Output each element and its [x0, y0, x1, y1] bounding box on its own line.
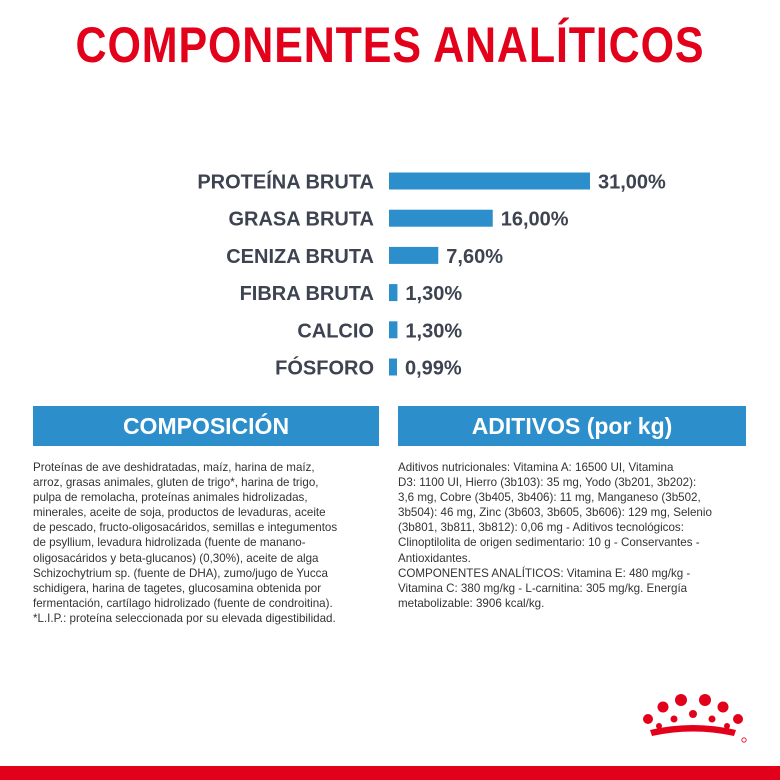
bar [389, 321, 397, 338]
value-label: 7,60% [446, 245, 503, 268]
value-label: 0,99% [405, 357, 462, 380]
category-label: CALCIO [297, 320, 374, 343]
aditivos-text [398, 460, 748, 611]
aditivos-header [398, 406, 746, 446]
category-label: PROTEÍNA BRUTA [197, 171, 374, 194]
aditivos-line: 3b504): 46 mg, Zinc (3b603, 3b605, 3b606): 129 mg, Selenio [398, 506, 712, 520]
category-label: GRASA BRUTA [228, 208, 374, 231]
aditivos-line: Vitamina C: 380 mg/kg - L-carnitina: 305 mg/kg. Energía [398, 581, 688, 595]
value-label: 1,30% [405, 283, 463, 306]
aditivos-line: Aditivos nutricionales: Vitamina A: 16500 UI, Vitamina [398, 461, 674, 474]
category-label: CENIZA BRUTA [226, 245, 374, 268]
value-label: 31,00% [598, 171, 666, 194]
bar [389, 173, 590, 190]
aditivos-line: COMPONENTES ANALÍTICOS: Vitamina E: 480 mg/kg - [398, 566, 691, 580]
composicion-line: minerales, aceite de soja, productos de levaduras, aceite [33, 506, 326, 520]
value-label: 16,00% [500, 208, 569, 231]
category-label: FIBRA BRUTA [239, 283, 374, 306]
composicion-line: schidigera, harina de tagetes, glucosamina obtenida por [33, 581, 322, 595]
nutrient-bar-chart [0, 160, 780, 390]
bar [389, 247, 438, 264]
aditivos-line: (3b801, 3b811, 3b812): 0,06 mg - Aditivos tecnológicos: [398, 521, 684, 535]
composicion-line: pulpa de remolacha, proteínas animales hidrolizadas, [33, 491, 308, 505]
category-label: FÓSFORO [275, 357, 374, 380]
composicion-line: Schizochytrium sp. (fuente de DHA), zumo/jugo de Yucca [33, 566, 328, 580]
bar [389, 284, 397, 301]
composicion-text [33, 460, 383, 626]
aditivos-line: 3,6 mg, Cobre (3b405, 3b406): 11 mg, Manganeso (3b502, [398, 491, 701, 505]
aditivos-line: Antioxidantes. [398, 551, 471, 565]
composicion-header [33, 406, 379, 446]
composicion-line: fermentación, cartílago hidrolizado (fuente de condroitina). [33, 596, 333, 610]
composicion-line: de psyllium, levadura hidrolizada (fuente de manano- [33, 536, 306, 550]
royal-canin-crown-icon [636, 690, 750, 745]
composicion-header-label: COMPOSICIÓN [122, 412, 290, 439]
composicion-line: arroz, grasas animales, gluten de trigo*, harina de trigo, [33, 476, 319, 490]
composicion-line: de pescado, fructo-oligosacáridos, semillas e integumentos [33, 521, 338, 535]
composicion-line: oligosacáridos y beta-glucanos) (0,30%), aceite de alga [33, 551, 319, 565]
aditivos-header-label: ADITIVOS (por kg) [471, 412, 673, 439]
bar [389, 210, 493, 227]
bar [389, 359, 397, 376]
aditivos-line: Clinoptilolita de origen sedimentario: 10 g - Conservantes - [398, 536, 700, 550]
aditivos-line: D3: 1100 UI, Hierro (3b103): 35 mg, Yodo (3b201, 3b202): [398, 476, 697, 490]
value-label: 1,30% [405, 320, 463, 343]
composicion-line: Proteínas de ave deshidratadas, maíz, harina de maíz, [33, 461, 315, 474]
aditivos-line: metabolizable: 3906 kcal/kg. [398, 596, 545, 610]
bottom-brand-bar [0, 766, 780, 780]
composicion-line: *L.I.P.: proteína seleccionada por su elevada digestibilidad. [33, 611, 336, 625]
page-title: COMPONENTES ANALÍTICOS [75, 17, 705, 73]
